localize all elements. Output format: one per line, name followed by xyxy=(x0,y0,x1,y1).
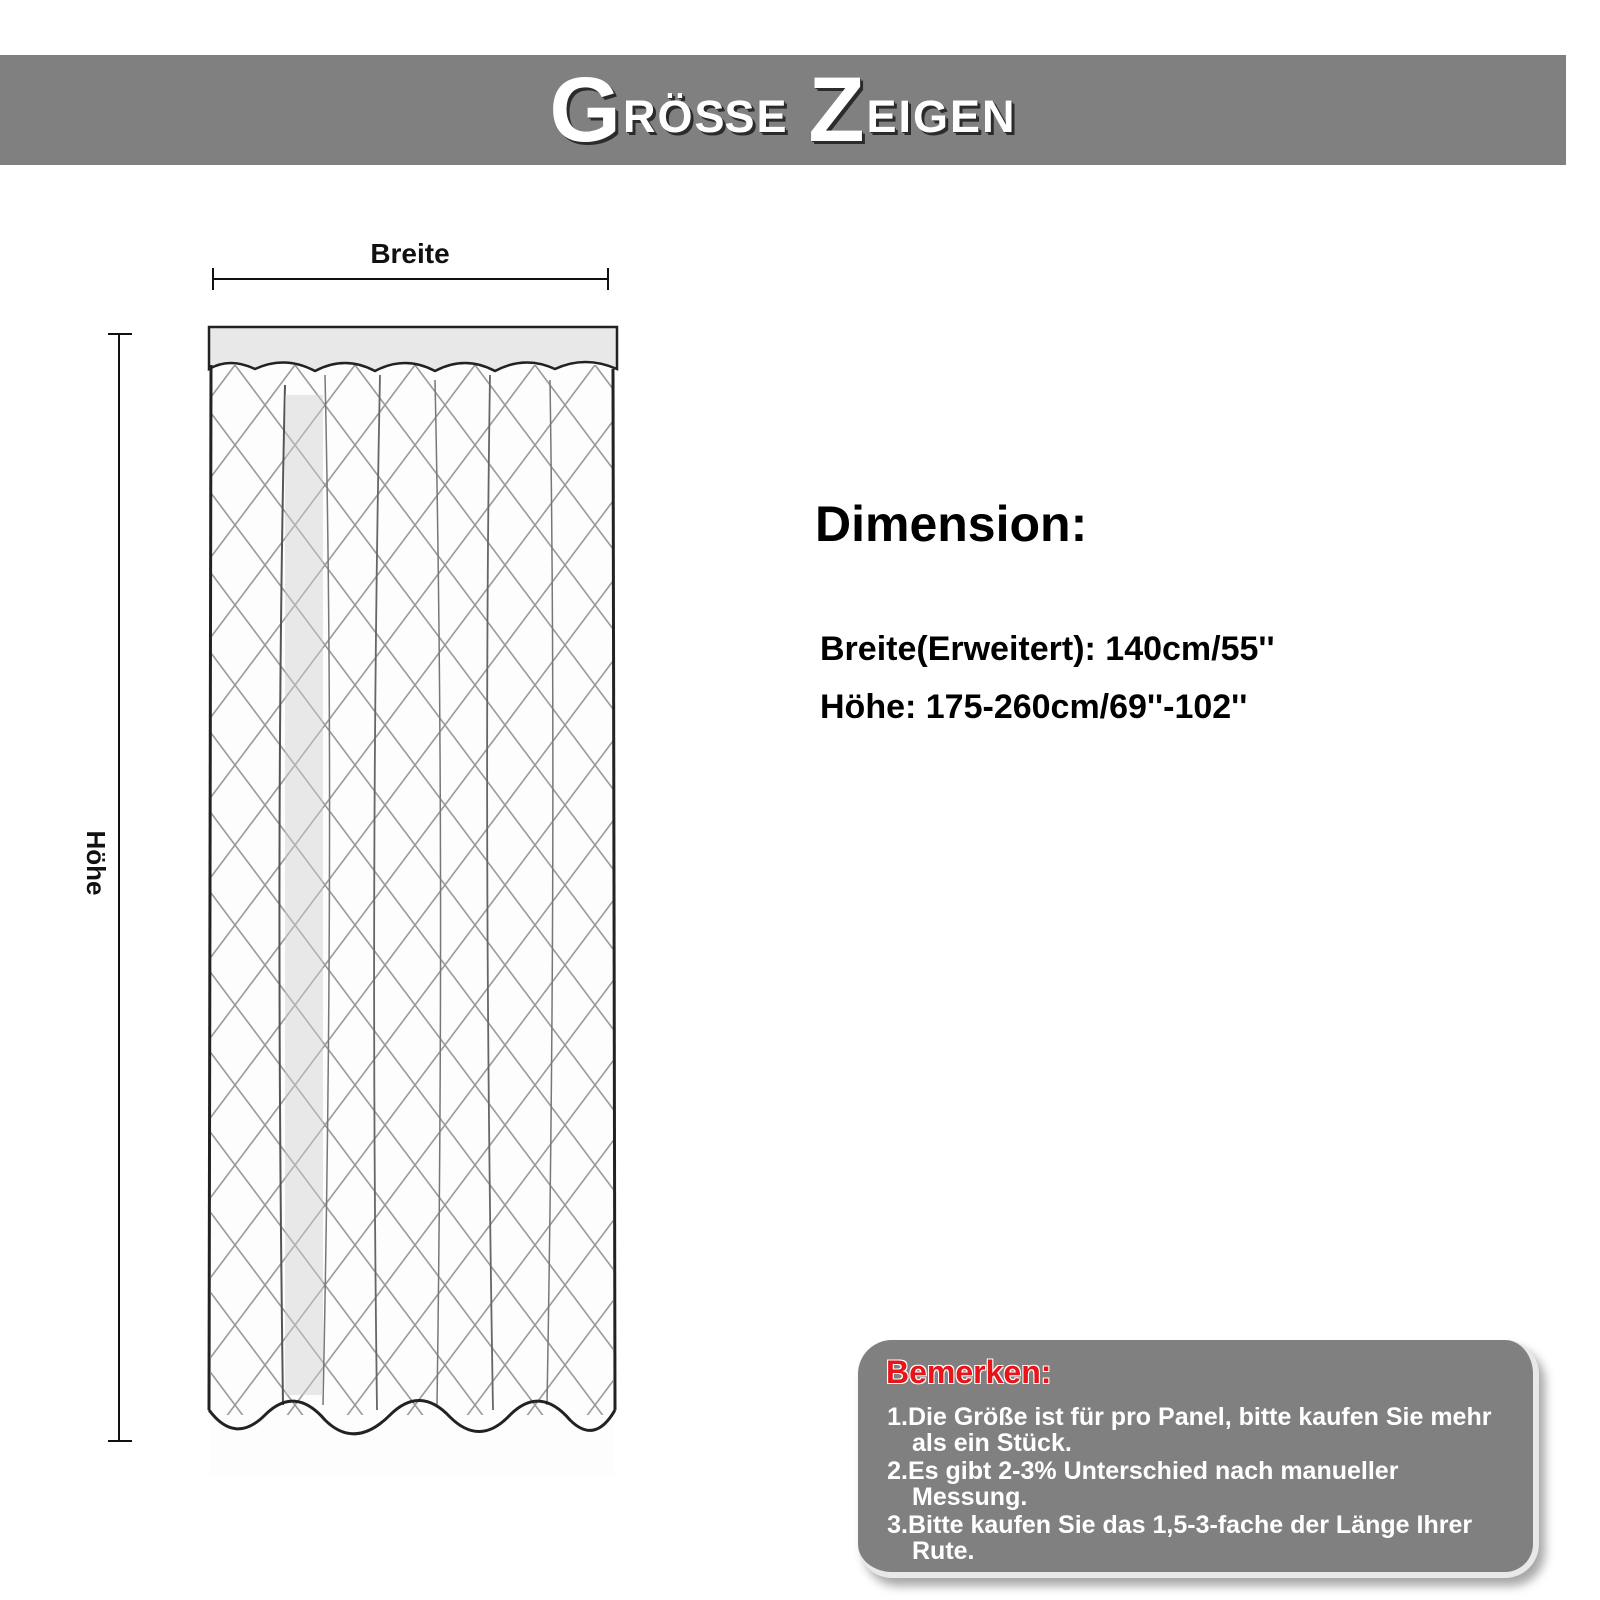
note-number: 2. xyxy=(887,1457,908,1485)
notes-title: Bemerken: xyxy=(886,1354,1052,1390)
note-text-continued: Messung. xyxy=(912,1483,1028,1511)
page-title xyxy=(0,55,1566,165)
height-label: Höhe xyxy=(75,818,111,908)
dimension-height-text: Höhe: 175-260cm/69''-102'' xyxy=(820,688,1248,726)
notes-box xyxy=(858,1340,1539,1578)
note-number: 3. xyxy=(887,1511,908,1539)
note-number: 1. xyxy=(887,1403,908,1431)
title-word2-rest: eigen xyxy=(866,74,1017,146)
curtain-sketch-image xyxy=(205,325,623,1475)
notes-list xyxy=(882,1404,1522,1566)
width-line-cap-right xyxy=(607,268,609,290)
height-line-cap-bottom xyxy=(108,1440,132,1442)
note-text: Die Größe ist für pro Panel, bitte kaufen Sie mehr xyxy=(908,1403,1492,1431)
title-word1-rest: röße xyxy=(622,74,789,146)
note-text-continued: Rute. xyxy=(912,1537,975,1565)
note-item xyxy=(882,1512,1522,1564)
title-initial-z: Z xyxy=(808,58,867,161)
dimension-title: Dimension: xyxy=(815,496,1088,552)
width-dimension-line xyxy=(213,278,609,280)
note-item xyxy=(882,1404,1522,1456)
height-line-cap-top xyxy=(108,333,132,335)
title-initial-g: G xyxy=(549,58,623,161)
height-dimension-line xyxy=(118,333,120,1441)
dimension-width-text: Breite(Erweitert): 140cm/55'' xyxy=(820,630,1275,668)
width-line-cap-left xyxy=(212,268,214,290)
note-text: Bitte kaufen Sie das 1,5-3-fache der Länge Ihrer xyxy=(908,1511,1473,1539)
note-text-continued: als ein Stück. xyxy=(912,1429,1072,1457)
note-text: Es gibt 2-3% Unterschied nach manueller xyxy=(908,1457,1399,1485)
header-banner xyxy=(0,55,1566,165)
width-label: Breite xyxy=(370,238,450,269)
note-item xyxy=(882,1458,1522,1510)
